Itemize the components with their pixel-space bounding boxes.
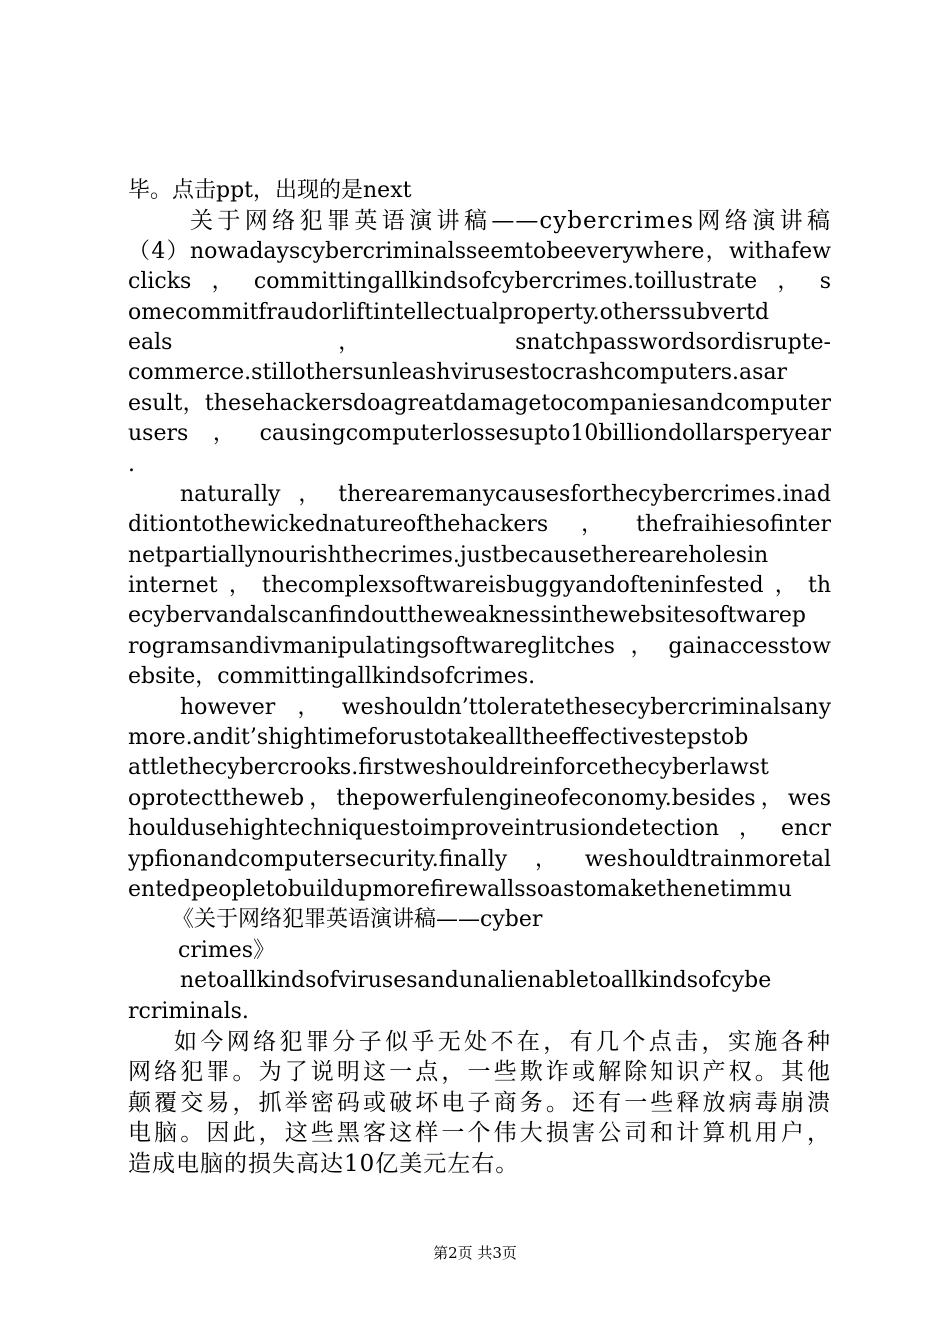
- text-line: crimes》: [178, 937, 276, 963]
- text-line: 颠覆交易，抓举密码或破坏电子商务。还有一些释放病毒崩溃: [128, 1089, 831, 1116]
- text-line: netoallkindsofvirusesandunalienabletoallkindsofcybe: [180, 968, 772, 994]
- text-line: rogramsandivmanipulatingsoftwareglitches，gainaccesstow: [128, 633, 831, 659]
- text-line: rcriminals.: [128, 998, 249, 1024]
- text-line: eals ， snatchpasswordsordisrupte-: [128, 329, 831, 355]
- text-line: .: [128, 451, 135, 477]
- text-line: oprotecttheweb，thepowerfulengineofeconomy.besides，wes: [128, 785, 831, 811]
- text-line: internet，thecomplexsoftwareisbuggyandofteninfested，th: [128, 573, 831, 599]
- text-line: netpartiallynourishthecrimes.justbecausethereareholesin: [128, 542, 769, 568]
- text-line: however，weshouldn’ttoleratethesecybercriminalsany: [180, 694, 831, 720]
- text-line: omecommitfraudorliftintellectualproperty.otherssubvertd: [128, 299, 770, 325]
- text-line: 《关于网络犯罪英语演讲稿——cyber: [172, 907, 543, 933]
- text-line: 网络犯罪。为了说明这一点，一些欺诈或解除知识产权。其他: [128, 1059, 831, 1086]
- text-line: naturally，therearemanycausesforthecybercrimes.inad: [180, 481, 831, 507]
- page-footer: 第2页 共3页: [433, 1244, 517, 1262]
- text-line: ditiontothewickednatureofthehackers，thefraihiesofinter: [128, 512, 831, 538]
- text-line: ypfionandcomputersecurity.finally，weshouldtrainmoretal: [128, 846, 831, 872]
- text-line: users，causingcomputerlossesupto10billiondollarsperyear: [128, 421, 831, 447]
- text-line: 关于网络犯罪英语演讲稿——cybercrimes网络演讲稿: [190, 208, 831, 235]
- text-line: 造成电脑的损失高达10亿美元左右。: [128, 1150, 520, 1177]
- text-line: 毕。点击ppt，出现的是next: [128, 178, 412, 203]
- document-body: [128, 176, 831, 1179]
- text-line: （4）nowadayscybercriminalsseemtobeeverywhere，withafew: [128, 238, 831, 264]
- text-line: more.andit’shightimeforustotakealltheeffectivestepstob: [128, 725, 749, 751]
- text-line: commerce.stillothersunleashvirusestocrashcomputers.asar: [128, 360, 788, 386]
- text-line: ecybervandalscanfindouttheweaknessinthewebsitesoftwarep: [128, 603, 806, 629]
- text-line: houldusehightechniquestoimproveintrusiondetection，encr: [128, 816, 831, 842]
- text-line: entedpeopletobuildupmorefirewallssoastomakethenetimmu: [128, 876, 792, 902]
- text-line: esult，thesehackersdoagreatdamagetocompaniesandcomputer: [128, 390, 831, 416]
- text-line: attlethecybercrooks.firstweshouldreinforcethecyberlawst: [128, 755, 769, 781]
- text-line: ebsite，committingallkindsofcrimes.: [128, 664, 536, 690]
- text-line: 电脑。因此，这些黑客这样一个伟大损害公司和计算机用户，: [128, 1120, 831, 1147]
- text-line: 如今网络犯罪分子似乎无处不在，有几个点击，实施各种: [174, 1028, 831, 1055]
- text-line: clicks，committingallkindsofcybercrimes.toillustrate，s: [128, 269, 831, 295]
